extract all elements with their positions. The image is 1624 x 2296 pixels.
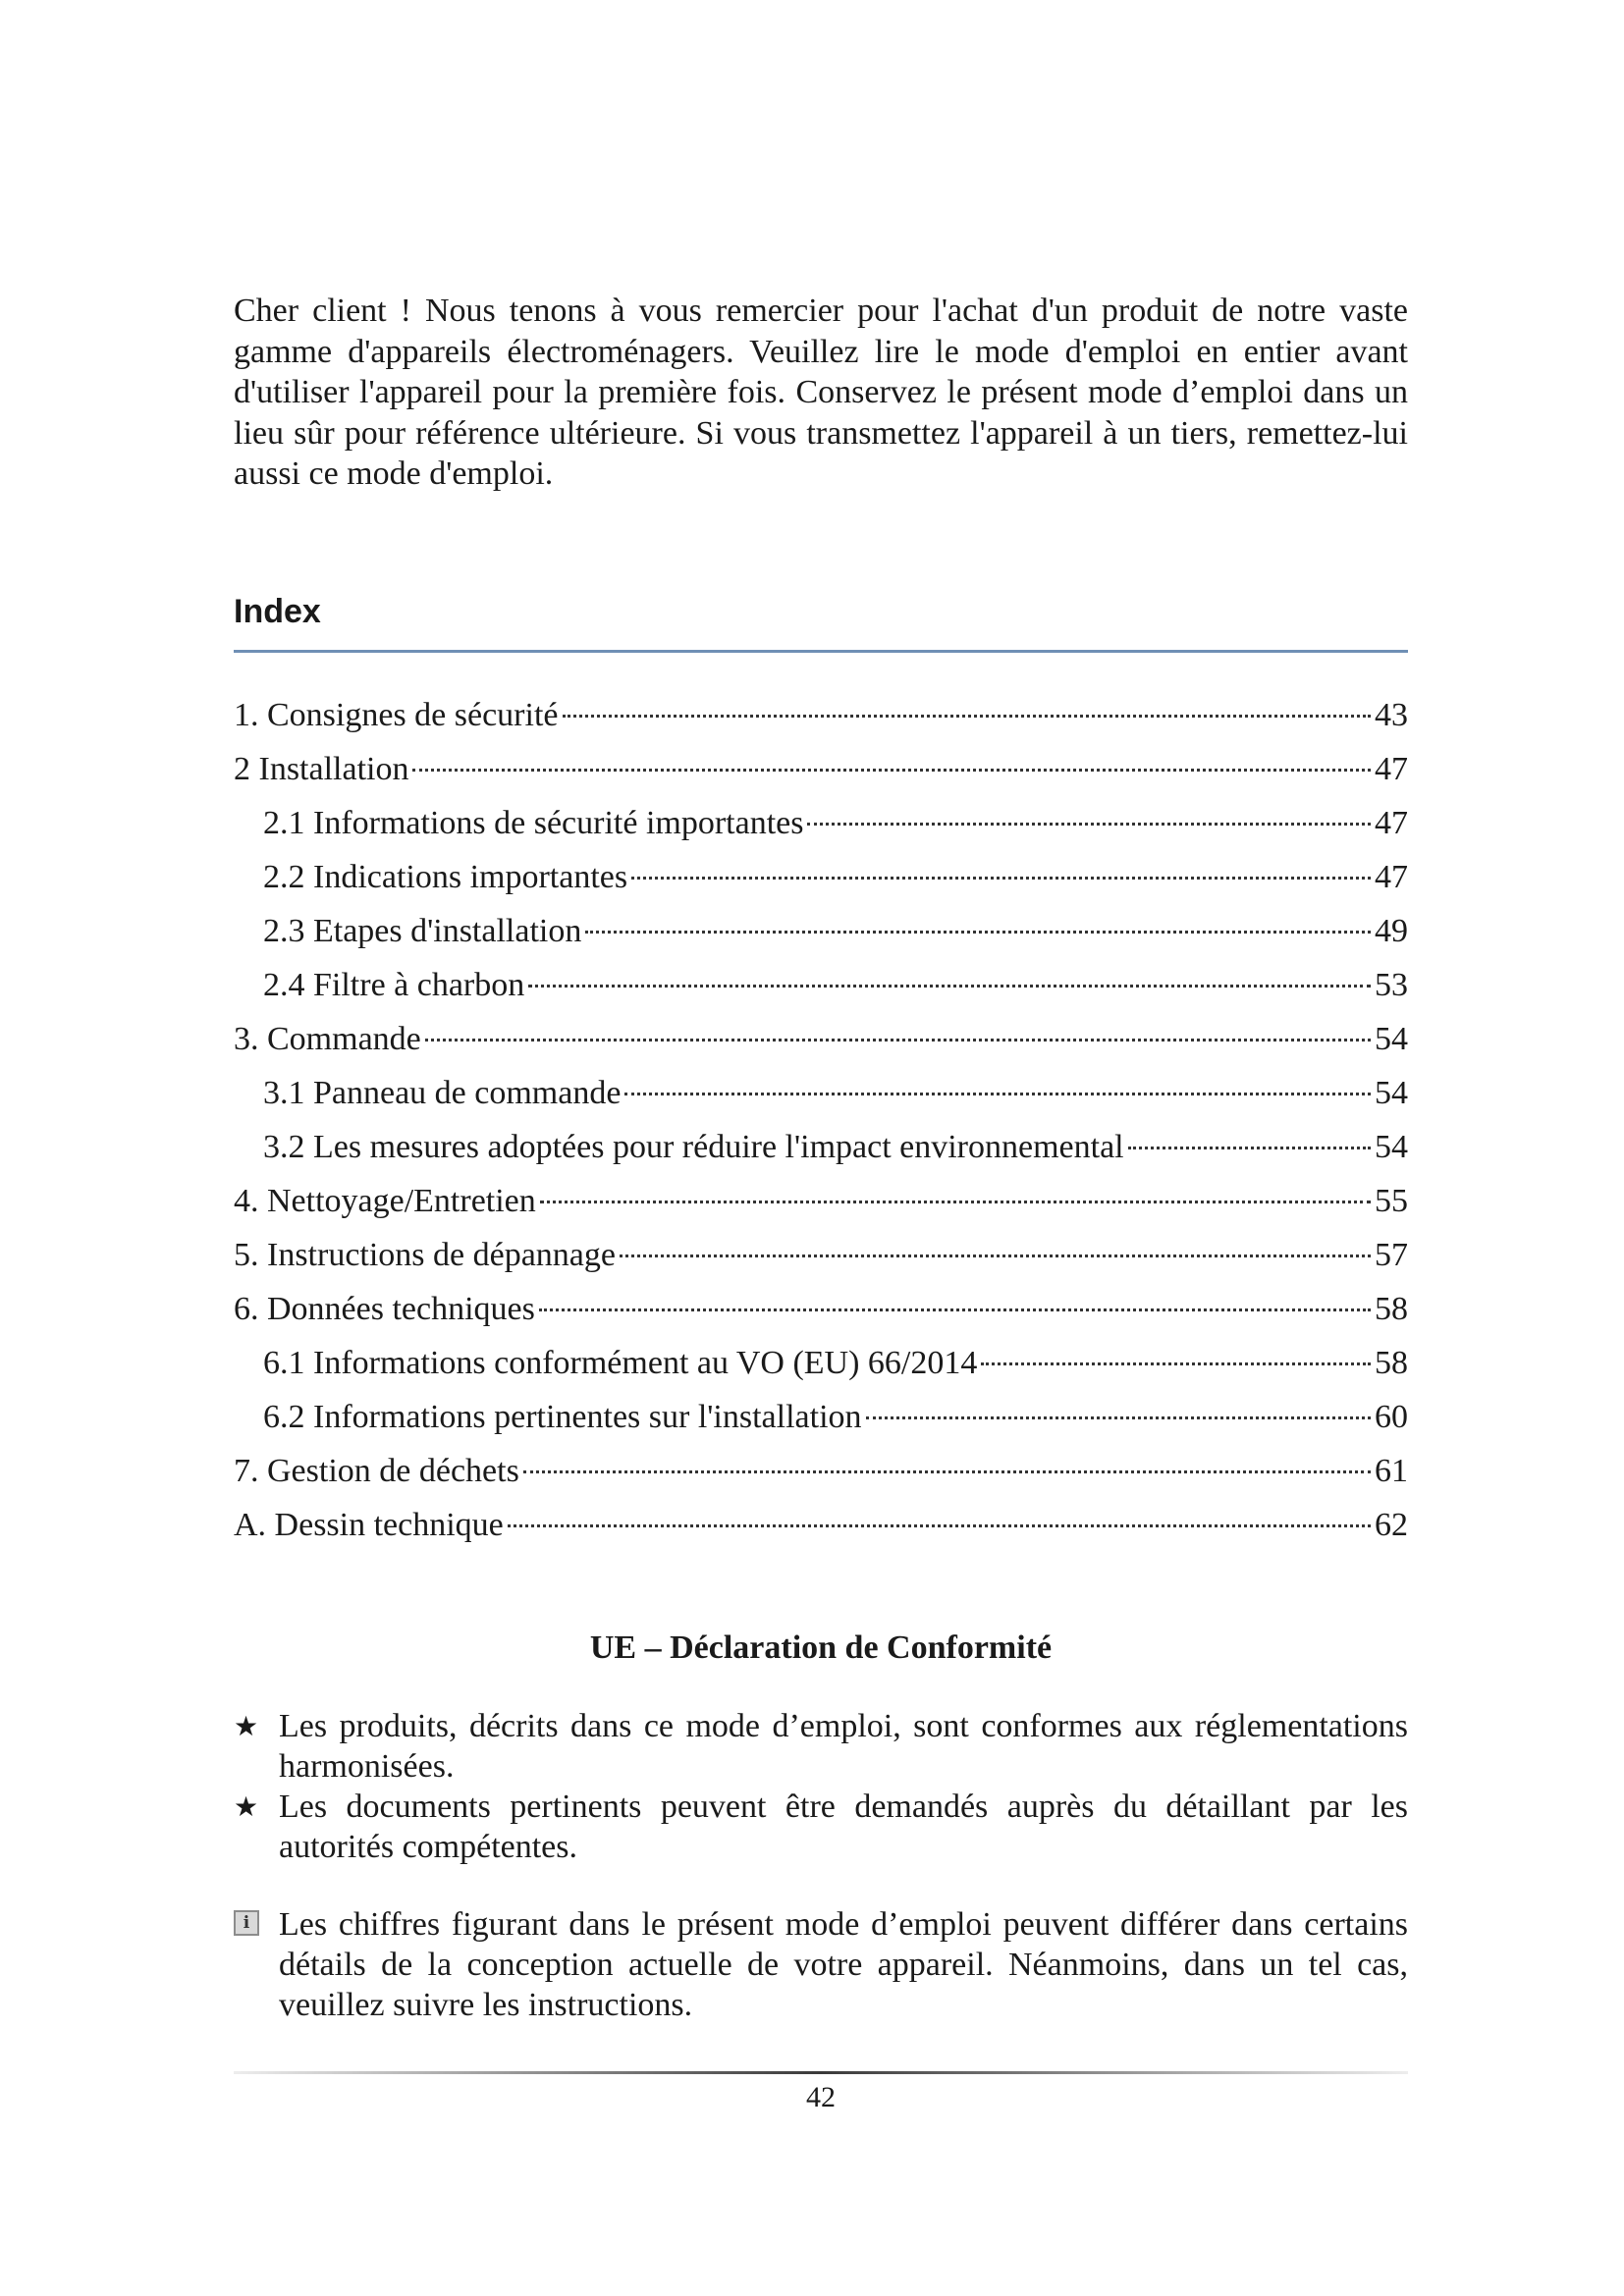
toc-entry-page: 47: [1375, 859, 1408, 895]
toc-entry-title: 3.2 Les mesures adoptées pour réduire l'impact environnemental: [263, 1129, 1124, 1165]
toc-dot-leader: [523, 1470, 1371, 1473]
page-number: 42: [806, 2081, 836, 2113]
star-icon: ★: [234, 1710, 259, 1742]
toc-entry-page: 62: [1375, 1507, 1408, 1543]
toc-entry-title: 1. Consignes de sécurité: [234, 697, 559, 733]
declaration-list: [234, 1706, 1408, 1867]
footer-rule: [234, 2071, 1408, 2074]
toc-entry-title: 4. Nettoyage/Entretien: [234, 1183, 536, 1219]
toc-dot-leader: [807, 823, 1371, 826]
info-icon: i: [234, 1910, 259, 1936]
toc-entry[interactable]: [234, 1287, 1408, 1341]
toc-entry[interactable]: [234, 1449, 1408, 1503]
toc-dot-leader: [539, 1308, 1371, 1311]
toc-entry-page: 60: [1375, 1399, 1408, 1435]
toc-entry-title: 2 Installation: [234, 751, 409, 787]
toc-entry[interactable]: [234, 855, 1408, 909]
intro-paragraph: Cher client ! Nous tenons à vous remercier pour l'achat d'un produit de notre vaste gamme d'appareils électroménagers. Veuillez lire le mode d'emploi en entier avant d'utiliser l'appareil pour la première fois. Conservez le présent mode d’emploi dans un lieu sûr pour référence ultérieure. Si vous transmettez l'appareil à un tiers, remettez-lui aussi ce mode d'emploi.: [234, 293, 1408, 492]
toc-entry[interactable]: [234, 1179, 1408, 1233]
info-note: [234, 1904, 1408, 2025]
toc-entry-page: 57: [1375, 1237, 1408, 1273]
toc-entry[interactable]: [234, 801, 1408, 855]
toc-entry[interactable]: [234, 1395, 1408, 1449]
toc-entry-page: 61: [1375, 1453, 1408, 1489]
index-heading: Index: [234, 593, 321, 630]
toc-entry-title: 7. Gestion de déchets: [234, 1453, 519, 1489]
toc-dot-leader: [563, 715, 1372, 718]
toc-entry-page: 54: [1375, 1129, 1408, 1165]
toc-dot-leader: [624, 1093, 1371, 1095]
toc-dot-leader: [866, 1416, 1371, 1419]
toc-entry[interactable]: [234, 693, 1408, 747]
toc-dot-leader: [508, 1524, 1371, 1527]
toc-dot-leader: [1128, 1147, 1371, 1149]
star-icon: ★: [234, 1790, 259, 1823]
toc-entry[interactable]: [234, 1233, 1408, 1287]
toc-entry-title: 6. Données techniques: [234, 1291, 535, 1327]
toc-dot-leader: [425, 1039, 1371, 1041]
declaration-item: [234, 1706, 1408, 1787]
toc-entry-page: 58: [1375, 1291, 1408, 1327]
toc-entry-title: 3.1 Panneau de commande: [263, 1075, 622, 1111]
toc-entry[interactable]: [234, 1341, 1408, 1395]
toc-entry-title: A. Dessin technique: [234, 1507, 504, 1543]
declaration-item-text: Les documents pertinents peuvent être demandés auprès du détaillant par les autorités compétentes.: [279, 1789, 1408, 1865]
toc-entry-title: 2.3 Etapes d'installation: [263, 913, 582, 949]
toc-entry[interactable]: [234, 1125, 1408, 1179]
toc-entry-page: 47: [1375, 805, 1408, 841]
toc-dot-leader: [631, 877, 1371, 880]
toc-entry-title: 6.1 Informations conformément au VO (EU) 66/2014: [263, 1345, 978, 1381]
toc-entry-title: 2.1 Informations de sécurité importantes: [263, 805, 804, 841]
toc-entry[interactable]: [234, 1071, 1408, 1125]
toc-entry-page: 53: [1375, 967, 1408, 1003]
toc-entry-page: 54: [1375, 1075, 1408, 1111]
toc-dot-leader: [620, 1255, 1371, 1257]
toc-entry-title: 2.4 Filtre à charbon: [263, 967, 525, 1003]
toc-entry-title: 5. Instructions de dépannage: [234, 1237, 616, 1273]
toc-dot-leader: [528, 985, 1371, 988]
toc-entry-page: 55: [1375, 1183, 1408, 1219]
declaration-item-text: Les produits, décrits dans ce mode d’emploi, sont conformes aux réglementations harmonisées.: [279, 1708, 1408, 1785]
declaration-title: UE – Déclaration de Conformité: [589, 1629, 1053, 1666]
toc-entry[interactable]: [234, 963, 1408, 1017]
toc-entry-title: 6.2 Informations pertinentes sur l'installation: [263, 1399, 862, 1435]
toc-entry-page: 58: [1375, 1345, 1408, 1381]
toc-entry[interactable]: [234, 1503, 1408, 1557]
toc-entry-page: 43: [1375, 697, 1408, 733]
toc-entry-title: 2.2 Indications importantes: [263, 859, 628, 895]
index-heading-rule: [234, 650, 1408, 653]
toc-dot-leader: [585, 931, 1371, 934]
toc-entry[interactable]: [234, 1017, 1408, 1071]
table-of-contents: [234, 693, 1408, 1557]
toc-entry-page: 47: [1375, 751, 1408, 787]
toc-entry[interactable]: [234, 909, 1408, 963]
toc-entry-page: 54: [1375, 1021, 1408, 1057]
info-note-text: Les chiffres figurant dans le présent mode d’emploi peuvent différer dans certains détails de la conception actuelle de votre appareil. Néanmoins, dans un tel cas, veuillez suivre les instructions.: [279, 1906, 1408, 2023]
toc-entry[interactable]: [234, 747, 1408, 801]
toc-dot-leader: [981, 1362, 1371, 1365]
toc-dot-leader: [540, 1201, 1371, 1203]
toc-entry-title: 3. Commande: [234, 1021, 421, 1057]
toc-entry-page: 49: [1375, 913, 1408, 949]
toc-dot-leader: [412, 769, 1371, 772]
declaration-item: [234, 1787, 1408, 1867]
